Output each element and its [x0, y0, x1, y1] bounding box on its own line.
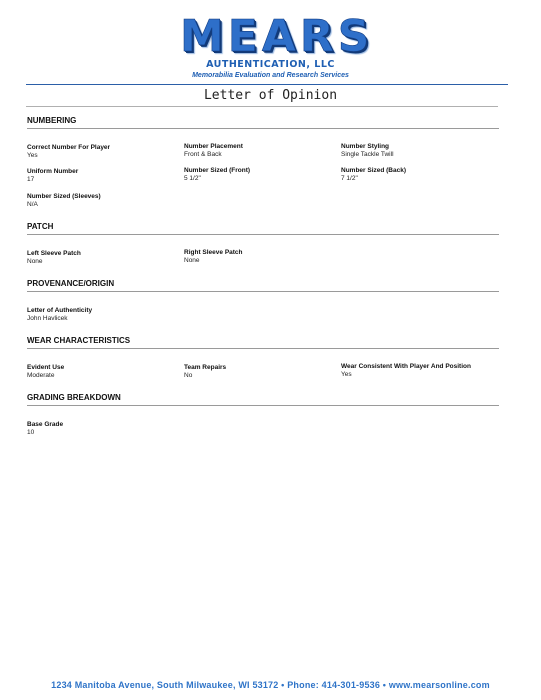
- field-label: Number Sized (Front): [184, 167, 251, 174]
- field-value: None: [184, 257, 200, 264]
- section-title: PATCH: [27, 222, 54, 231]
- field-value: 7 1/2": [341, 175, 358, 182]
- field-value: John Havlicek: [27, 315, 68, 322]
- section-wear-characteristics: [27, 335, 499, 385]
- field-value: No: [184, 372, 193, 379]
- footer-contact: 1234 Manitoba Avenue, South Milwaukee, WI 53172 • Phone: 414-301-9536 • www.mearsonline.com: [51, 680, 490, 690]
- field-label: Number Sized (Sleeves): [27, 193, 101, 200]
- mears-logo: MEARS: [180, 11, 374, 62]
- field-label: Uniform Number: [27, 168, 79, 175]
- field-label: Team Repairs: [184, 364, 227, 371]
- field-value: N/A: [27, 201, 38, 208]
- field-number-sized-back: [341, 167, 491, 183]
- field-label: Wear Consistent With Player And Position: [341, 363, 471, 370]
- field-value: 5 1/2": [184, 175, 201, 182]
- field-number-sized-sleeves: [27, 193, 177, 209]
- section-title: WEAR CHARACTERISTICS: [27, 336, 131, 345]
- field-label: Number Sized (Back): [341, 167, 407, 174]
- field-number-placement: [184, 143, 334, 159]
- field-label: Number Styling: [341, 143, 390, 150]
- section-divider: [27, 348, 499, 349]
- field-value: Yes: [27, 152, 38, 159]
- field-value: 10: [27, 429, 35, 436]
- field-value: Front & Back: [184, 151, 222, 158]
- field-label: Left Sleeve Patch: [27, 250, 81, 257]
- field-evident-use: [27, 364, 177, 380]
- field-value: Single Tackle Twill: [341, 151, 394, 158]
- section-divider: [27, 234, 499, 235]
- field-number-styling: [341, 143, 491, 159]
- field-letter-of-authenticity: [27, 307, 177, 323]
- field-value: None: [27, 258, 43, 265]
- field-right-sleeve-patch: [184, 249, 334, 265]
- field-label: Correct Number For Player: [27, 144, 111, 151]
- field-value: Yes: [341, 371, 352, 378]
- section-grading-breakdown: [27, 392, 499, 442]
- field-label: Base Grade: [27, 421, 64, 428]
- section-title: GRADING BREAKDOWN: [27, 393, 121, 402]
- company-name: AUTHENTICATION, LLC: [206, 59, 335, 70]
- company-tagline: Memorabilia Evaluation and Research Services: [192, 72, 349, 79]
- section-patch: [27, 221, 499, 271]
- field-label: Evident Use: [27, 364, 65, 371]
- field-correct-number: [27, 144, 177, 160]
- section-divider: [27, 128, 499, 129]
- document-title: Letter of Opinion: [203, 88, 338, 103]
- section-title: PROVENANCE/ORIGIN: [27, 279, 115, 288]
- title-divider: [26, 106, 498, 107]
- section-divider: [27, 405, 499, 406]
- section-title: NUMBERING: [27, 116, 77, 125]
- field-label: Letter of Authenticity: [27, 307, 93, 314]
- field-base-grade: [27, 421, 177, 437]
- field-left-sleeve-patch: [27, 250, 177, 266]
- field-label: Right Sleeve Patch: [184, 249, 243, 256]
- section-provenance: [27, 278, 499, 328]
- field-value: 17: [27, 176, 35, 183]
- field-label: Number Placement: [184, 143, 243, 150]
- letterhead-divider: [26, 84, 508, 85]
- field-wear-consistent: [341, 363, 491, 379]
- field-team-repairs: [184, 364, 334, 380]
- section-divider: [27, 291, 499, 292]
- field-value: Moderate: [27, 372, 55, 379]
- section-numbering: [27, 115, 499, 215]
- field-uniform-number: [27, 168, 177, 184]
- field-number-sized-front: [184, 167, 334, 183]
